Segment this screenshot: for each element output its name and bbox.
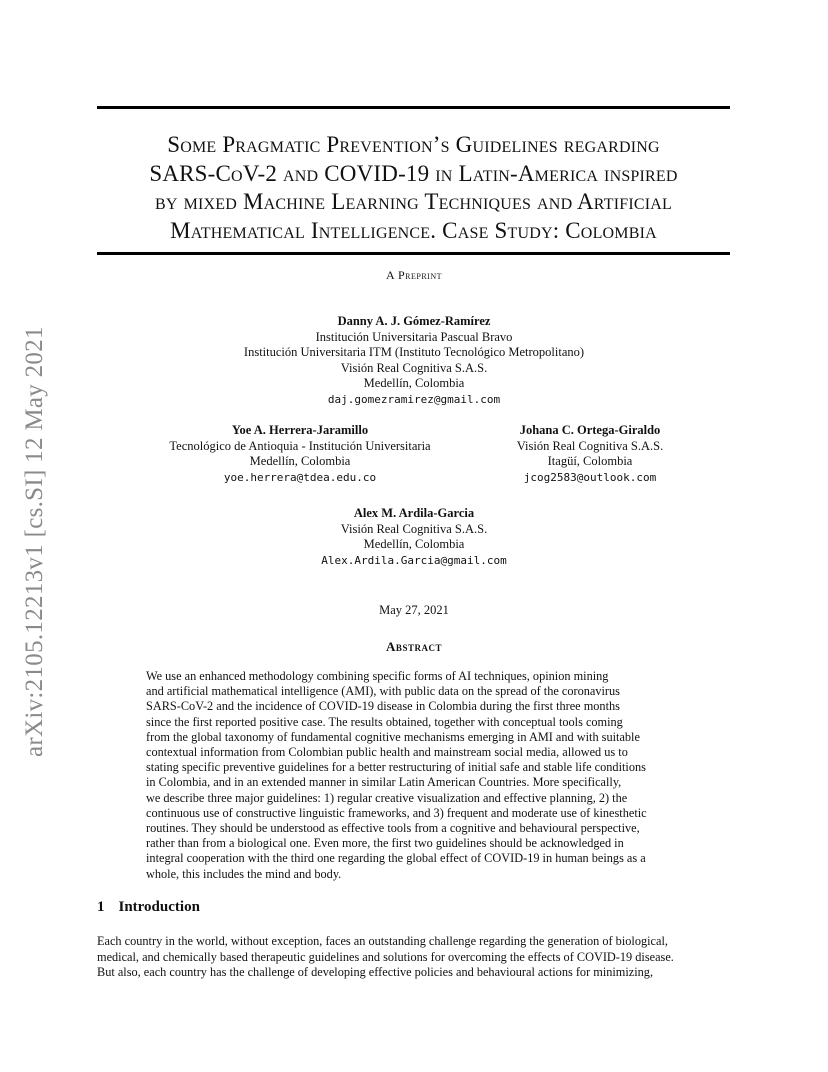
title-rule-top — [97, 106, 730, 109]
intro-line: Each country in the world, without exception, faces an outstanding challenge regarding the generation of biological, — [97, 934, 668, 948]
title-line: by mixed Machine Learning Techniques and Artificial — [155, 189, 672, 214]
author-name: Alex M. Ardila-Garcia — [353, 506, 475, 520]
paper-title — [97, 131, 730, 245]
abstract-line: integral cooperation with the third one regarding the global effect of COVID-19 in human beings as a — [146, 851, 646, 866]
intro-line: medical, and chemically based therapeutic guidelines and solutions for overcoming the effects of COVID-19 disease. — [97, 949, 674, 964]
author-name: Yoe A. Herrera-Jaramillo — [231, 423, 369, 437]
author-email: jcog2583@outlook.com — [523, 470, 657, 484]
abstract-line: since the first reported positive case. The results obtained, together with conceptual tools coming — [146, 714, 623, 729]
intro-line: But also, each country has the challenge of developing effective policies and behavioural actions for minimizing, — [97, 965, 654, 979]
abstract-line: in Colombia, and in an extended manner in similar Latin American Countries. More specifically, — [146, 775, 622, 790]
abstract-line: stating specific preventive guidelines for a better restructuring of initial safe and stable life conditions — [146, 760, 646, 775]
title-rule-bottom — [97, 252, 730, 255]
author-email: Alex.Ardila.Garcia@gmail.com — [321, 553, 507, 567]
author-block — [150, 423, 450, 485]
section-number: 1 — [97, 899, 105, 915]
abstract-line: routines. They should be understood as effective tools from a cognitive and behavioural perspective, — [146, 821, 640, 836]
abstract-line: and artificial mathematical intelligence (AMI), with public data on the spread of the coronavirus — [146, 684, 620, 699]
author-affiliation: Itagüí, Colombia — [547, 454, 633, 469]
author-email: yoe.herrera@tdea.edu.co — [223, 470, 377, 484]
abstract-line: We use an enhanced methodology combining specific forms of AI techniques, opinion mining — [146, 669, 609, 683]
author-name: Danny A. J. Gómez-Ramírez — [337, 314, 491, 328]
author-affiliation: Visión Real Cognitiva S.A.S. — [516, 438, 664, 453]
abstract-line: continuous use of constructive linguistic frameworks, and 3) frequent and moderate use of kinesthetic — [146, 805, 647, 820]
preprint-label: A Preprint — [385, 268, 442, 282]
abstract-line: from the global taxonomy of fundamental cognitive mechanisms emerging in AMI and with suitable — [146, 729, 640, 744]
introduction-text — [97, 934, 730, 981]
author-name: Johana C. Ortega-Giraldo — [519, 423, 661, 437]
arxiv-identifier: arXiv:2105.12213v1 [cs.SI] 12 May 2021 — [21, 326, 48, 757]
abstract-line: SARS-CoV-2 and the incidence of COVID-19 disease in Colombia during the first three months — [146, 699, 620, 714]
abstract-text — [146, 669, 683, 882]
author-affiliation: Medellín, Colombia — [363, 537, 465, 552]
abstract-line: we describe three major guidelines: 1) regular creative visualization and effective planning, 2) the — [146, 790, 628, 805]
author-block — [0, 314, 828, 408]
section-heading — [97, 899, 200, 916]
author-block — [0, 506, 828, 568]
author-affiliation: Visión Real Cognitiva S.A.S. — [340, 521, 488, 536]
abstract-line: contextual information from Colombian public health and mainstream social media, allowed us to — [146, 745, 628, 760]
publication-date: May 27, 2021 — [379, 603, 449, 617]
author-affiliation: Medellín, Colombia — [363, 376, 465, 391]
title-line: Some Pragmatic Prevention’s Guidelines regarding — [167, 132, 660, 157]
author-affiliation: Institución Universitaria ITM (Instituto Tecnológico Metropolitano) — [243, 345, 585, 360]
author-email: daj.gomezramirez@gmail.com — [327, 392, 501, 406]
abstract-line: rather than from a biological one. Even more, the first two guidelines should be acknowledged in — [146, 836, 624, 851]
author-block — [490, 423, 690, 485]
section-title: Introduction — [118, 899, 200, 915]
abstract-heading: Abstract — [386, 639, 442, 654]
author-affiliation: Institución Universitaria Pascual Bravo — [315, 329, 513, 344]
title-line: Mathematical Intelligence. Case Study: Colombia — [170, 217, 657, 243]
title-line: SARS-CoV-2 and COVID-19 in Latin-America inspired — [149, 160, 678, 186]
author-affiliation: Tecnológico de Antioquia - Institución Universitaria — [169, 438, 431, 453]
author-affiliation: Medellín, Colombia — [249, 454, 351, 469]
author-affiliation: Visión Real Cognitiva S.A.S. — [340, 360, 488, 375]
abstract-line: whole, this includes the mind and body. — [146, 866, 342, 881]
